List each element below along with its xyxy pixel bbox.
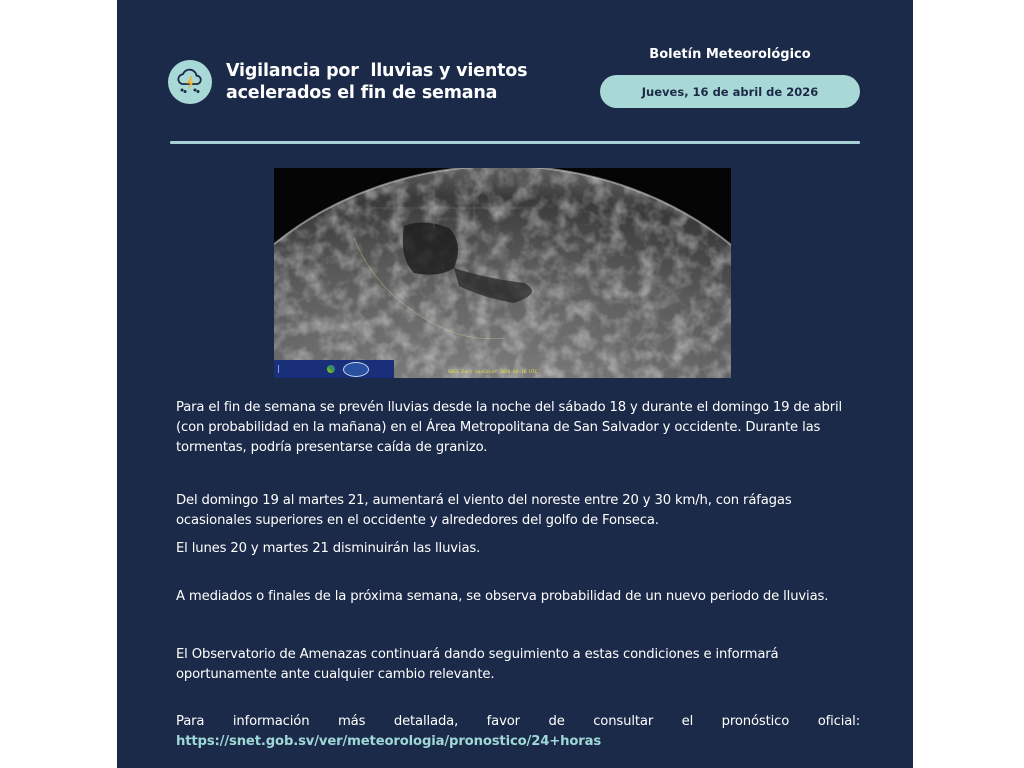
date-text: Jueves, 16 de abril de 2026 (641, 84, 819, 99)
storm-cloud-lightning-rain-icon (168, 60, 212, 104)
satellite-caption: GOES East GeoColor 2026-04-16 UTC (448, 370, 538, 375)
page-title (226, 60, 566, 104)
bulletin-label: Boletín Meteorológico (649, 47, 811, 62)
footer-text: Para información más detallada, favor de consultar el pronóstico oficial: (176, 714, 860, 729)
agency-logos (274, 360, 394, 378)
ministry-logo (278, 365, 319, 373)
satellite-image (274, 168, 731, 378)
paragraph-rain-decrease: El lunes 20 y martes 21 disminuirán las lluvias. (176, 541, 481, 556)
paragraph-weekend-rain: Para el fin de semana se prevén lluvias desde la noche del sábado 18 y durante el domingo 19 de abril (con probabilidad en la mañana) en el Área Metropolitana de San Salvador y occidente. Durante las tormentas, podría presentarse caída de granizo. (176, 400, 843, 455)
paragraph-next-week: A mediados o finales de la próxima semana, se observa probabilidad de un nuevo periodo de lluvias. (176, 589, 829, 604)
footer (176, 712, 860, 752)
title-line-1: Vigilancia por lluvias y vientos (226, 61, 528, 81)
paragraph-wind: Del domingo 19 al martes 21, aumentará el viento del noreste entre 20 y 30 km/h, con ráfagas ocasionales superiores en el occidente y alrededores del golfo de Fonseca. (176, 493, 792, 528)
agency-logo (327, 365, 335, 373)
observatory-logo (343, 362, 369, 377)
date-badge (600, 75, 860, 108)
divider (170, 141, 860, 144)
title-line-2: acelerados el fin de semana (226, 83, 498, 103)
paragraph-observatory: El Observatorio de Amenazas continuará dando seguimiento a estas condiciones e informará oportunamente ante cualquier cambio relevante. (176, 647, 779, 682)
forecast-link[interactable]: https://snet.gob.sv/ver/meteorologia/pronostico/24+horas (176, 734, 602, 749)
